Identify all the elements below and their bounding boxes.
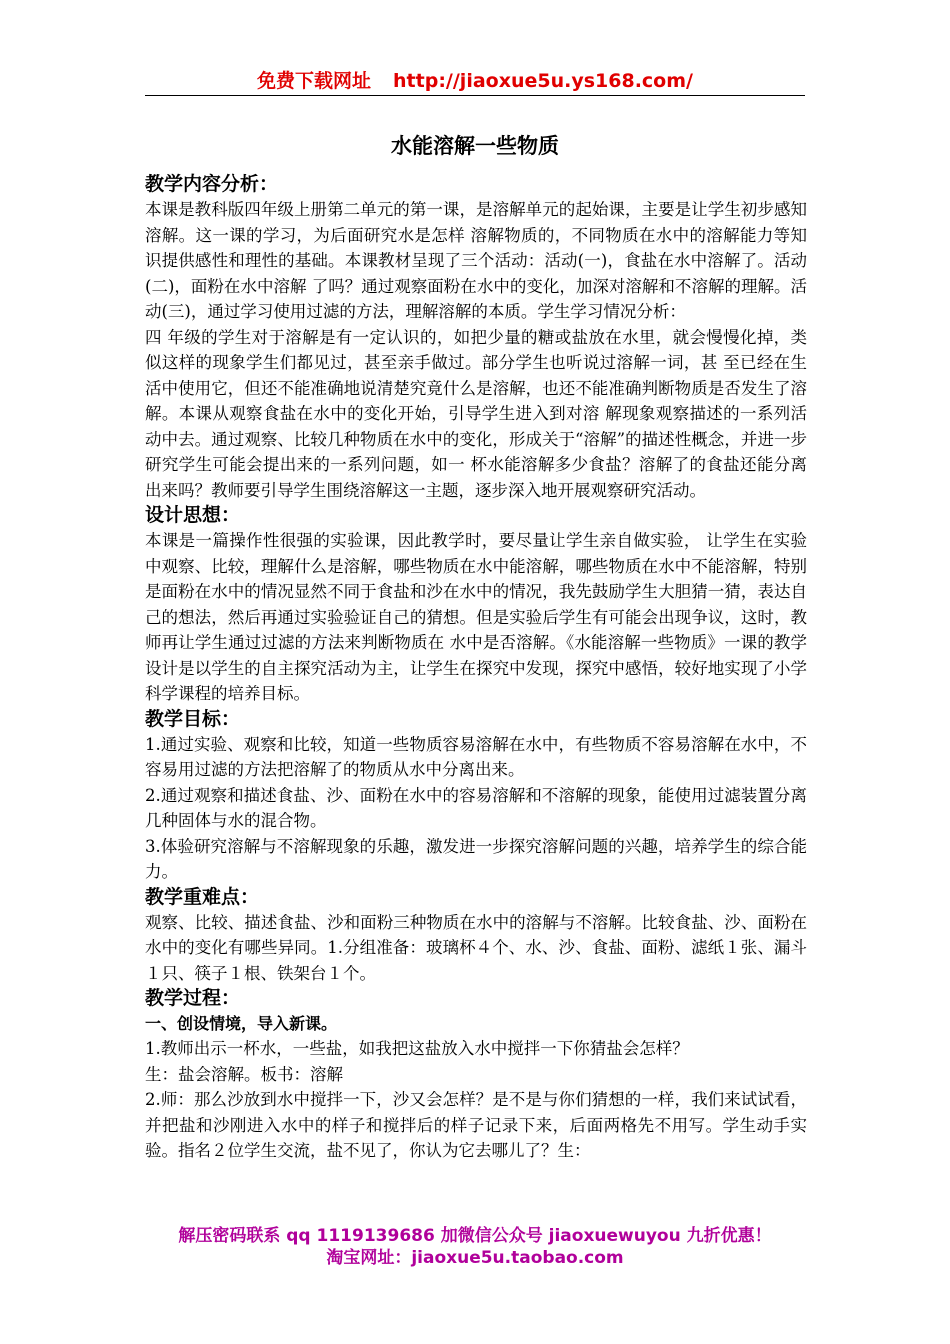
key-points-paragraph: 观察、比较、描述食盐、沙和面粉三种物质在水中的溶解与不溶解。比较食盐、沙、面粉在水中的变化有哪些异同。1.分组准备：玻璃杯４个、水、沙、食盐、面粉、滤纸１张、漏斗１只、筷子１根、铁架台１个。 [145, 912, 807, 983]
analysis-paragraph-1: 本课是教科版四年级上册第二单元的第一课，是溶解单元的起始课，主要是让学生初步感知溶解。这一课的学习，为后面研究水是怎样 溶解物质的，不同物质在水中的溶解能力等知识提供感性和理性的基础。本课教材呈现了三个活动：活动(一)，食盐在水中溶解了。活动(二)，面粉在水中溶解 了吗？通过观察面粉在水中的变化，加深对溶解和不溶解的理解。活动(三)，通过学习使用过滤的方法，理解溶解的本质。学生学习情况分析： [145, 200, 807, 321]
analysis-paragraph-2: 四 年级的学生对于溶解是有一定认识的，如把少量的糖或盐放在水里，就会慢慢化掉，类似这样的现象学生们都见过，甚至亲手做过。部分学生也听说过溶解一词，甚 至已经在生活中使用它，但还不能准确地说清楚究竟什么是溶解，也还不能准确判断物质是否发生了溶解。本课从观察食盐在水中的变化开始，引导学生进入到对溶 解现象观察描述的一系列活动中去。通过观察、比较几种物质在水中的变化，形成关于“溶解”的描述性概念，并进一步研究学生可能会提出来的一系列问题，如一 杯水能溶解多少食盐？溶解了的食盐还能分离出来吗？教师要引导学生围绕溶解这一主题，逐步深入地开展观察研究活动。 [145, 327, 807, 500]
section-heading-design: 设计思想： [145, 504, 241, 526]
section-heading-analysis: 教学内容分析： [145, 173, 279, 195]
goal-item-3: 3.体验研究溶解与不溶解现象的乐趣，激发进一步探究溶解问题的兴趣，培养学生的综合能力。 [145, 836, 807, 881]
document-body [145, 172, 807, 1164]
download-header [145, 66, 805, 93]
process-line-3: 2.师：那么沙放到水中搅拌一下，沙又会怎样？是不是与你们猜想的一样，我们来试试看，并把盐和沙刚进入水中的样子和搅拌后的样子记录下来，后面两格先不用写。学生动手实验。指名２位学生交流，盐不见了，你认为它去哪儿了？生： [145, 1090, 807, 1160]
section-heading-goals: 教学目标： [145, 707, 241, 730]
footer-contact-line: 解压密码联系 qq 1119139686 加微信公众号 jiaoxuewuyou 九折优惠！ [178, 1226, 772, 1246]
process-subheading-1: 一、创设情境，导入新课。 [145, 1014, 338, 1033]
goal-item-2: 2.通过观察和描述食盐、沙、面粉在水中的容易溶解和不溶解的现象，能使用过滤装置分离几种固体与水的混合物。 [145, 785, 807, 830]
header-divider [145, 95, 805, 96]
header-label: 免费下载网址 [257, 70, 372, 92]
design-paragraph: 本课是一篇操作性很强的实验课，因此教学时，要尽量让学生亲自做实验， 让学生在实验中观察、比较，理解什么是溶解，哪些物质在水中能溶解，哪些物质在水中不能溶解，特别是面粉在水中的情况显然不同于食盐和沙在水中的情况，我先鼓励学生大胆猜一猜，表达自己的想法，然后再通过实验验证自己的猜想。但是实验后学生有可能会出现争议，这时，教师再让学生通过过滤的方法来判断物质在 水中是否溶解。《水能溶解一些物质》一课的教学设计是以学生的自主探究活动为主，让学生在探究中发现，探究中感悟，较好地实现了小学科学课程的培养目标。 [145, 531, 807, 703]
section-heading-process: 教学过程： [145, 987, 241, 1009]
section-heading-key-points: 教学重难点： [145, 885, 260, 908]
document-title: 水能溶解一些物质 [391, 134, 559, 158]
process-line-1: 1.教师出示一杯水，一些盐，如我把这盐放入水中搅拌一下你猜盐会怎样？ [145, 1039, 689, 1058]
process-line-2: 生：盐会溶解。板书：溶解 [145, 1064, 343, 1084]
goal-item-1: 1.通过实验、观察和比较，知道一些物质容易溶解在水中，有些物质不容易溶解在水中，不容易用过滤的方法把溶解了的物质从水中分离出来。 [145, 734, 807, 779]
header-url-link[interactable]: http://jiaoxue5u.ys168.com/ [393, 70, 693, 92]
footer-shop-link[interactable]: 淘宝网址：jiaoxue5u.taobao.com [326, 1248, 624, 1268]
